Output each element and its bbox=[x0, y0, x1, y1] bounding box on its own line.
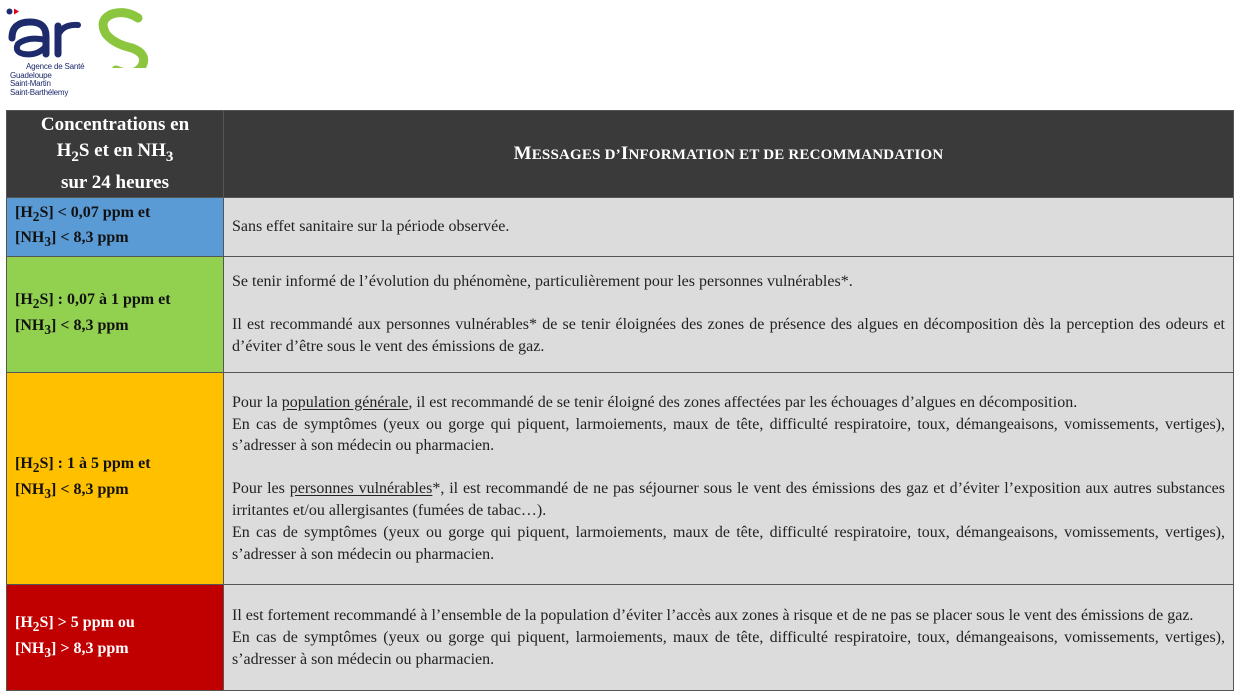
recommendations-table bbox=[6, 110, 1234, 691]
message-cell: Pour la population générale, il est recommandé de se tenir éloigné des zones affectées par les échouages d’algues en décomposition. En cas de symptômes (yeux ou gorge qui piquent, larmoiements, maux de tête, difficulté respiratoire, toux, démangeaisons, vomissements, vertiges), s’adresser à son médecin ou pharmacien. Pour les personnes vulnérables*, il est recommandé de ne pas séjourner sous le vent des émissions des gaz et d’éviter l’exposition aux autres substances irritantes et/ou allergisantes (fumées de tabac…). En cas de symptômes (yeux ou gorge qui piquent, larmoiements, maux de tête, difficulté respiratoire, toux, démangeaisons, vomissements, vertiges), s’adresser à son médecin ou pharmacien. bbox=[224, 373, 1234, 585]
message-cell: Il est fortement recommandé à l’ensemble de la population d’éviter l’accès aux zones à risque et de ne pas se placer sous le vent des émissions de gaz. En cas de symptômes (yeux ou gorge qui piquent, larmoiements, maux de tête, difficulté respiratoire, toux, démangeaisons, vomissements, vertiges), s’adresser à son médecin ou pharmacien. bbox=[224, 585, 1234, 691]
level-cell: $[H_2S]$ : 0,07 à 1 ppm et $[NH_3] < 8,3$ ppm bbox=[7, 257, 224, 373]
level-cell: $[H_2S] < 0,07$ ppm et $[NH_3] < 8,3$ ppm bbox=[7, 197, 224, 256]
logo-region-1: Guadeloupe bbox=[10, 70, 52, 80]
message-cell: Sans effet sanitaire sur la période observée. bbox=[224, 197, 1234, 256]
ars-logo bbox=[6, 8, 156, 98]
messages-column-header: MESSAGES D’INFORMATION ET DE RECOMMANDATION bbox=[224, 111, 1234, 198]
table-row-level-green bbox=[7, 257, 1234, 373]
table-row-level-blue bbox=[7, 197, 1234, 256]
level-cell: $[H_2S]$ : 1 à 5 ppm et $[NH_3] < 8,3$ ppm bbox=[7, 373, 224, 585]
table-row-level-red bbox=[7, 585, 1234, 691]
table-row-level-orange bbox=[7, 373, 1234, 585]
level-cell: $[H_2S] > 5$ ppm ou $[NH_3] > 8,3$ ppm bbox=[7, 585, 224, 691]
general-population-emphasis: population générale bbox=[281, 393, 409, 411]
flag-dots-icon bbox=[6, 8, 20, 15]
logo-agency: Agence de Santé bbox=[26, 62, 85, 71]
logo-region-2: Saint-Martin bbox=[10, 79, 51, 88]
logo-region-3: Saint-Barthélemy bbox=[10, 87, 69, 97]
concentration-column-header: Concentrations en $H_2S$ et en $NH_3$ sur 24 heures bbox=[7, 111, 224, 198]
logo-caption bbox=[10, 63, 84, 97]
message-cell: Se tenir informé de l’évolution du phénomène, particulièrement pour les personnes vulnérables*. Il est recommandé aux personnes vulnérables* de se tenir éloignées des zones de présence des algues en décomposition dès la perception des odeurs et d’éviter d’être sous le vent des émissions de gaz. bbox=[224, 257, 1234, 373]
table-header-row bbox=[7, 111, 1234, 198]
ars-wordmark-graphic bbox=[6, 8, 156, 68]
vulnerable-people-emphasis: personnes vulnérables bbox=[289, 480, 433, 498]
